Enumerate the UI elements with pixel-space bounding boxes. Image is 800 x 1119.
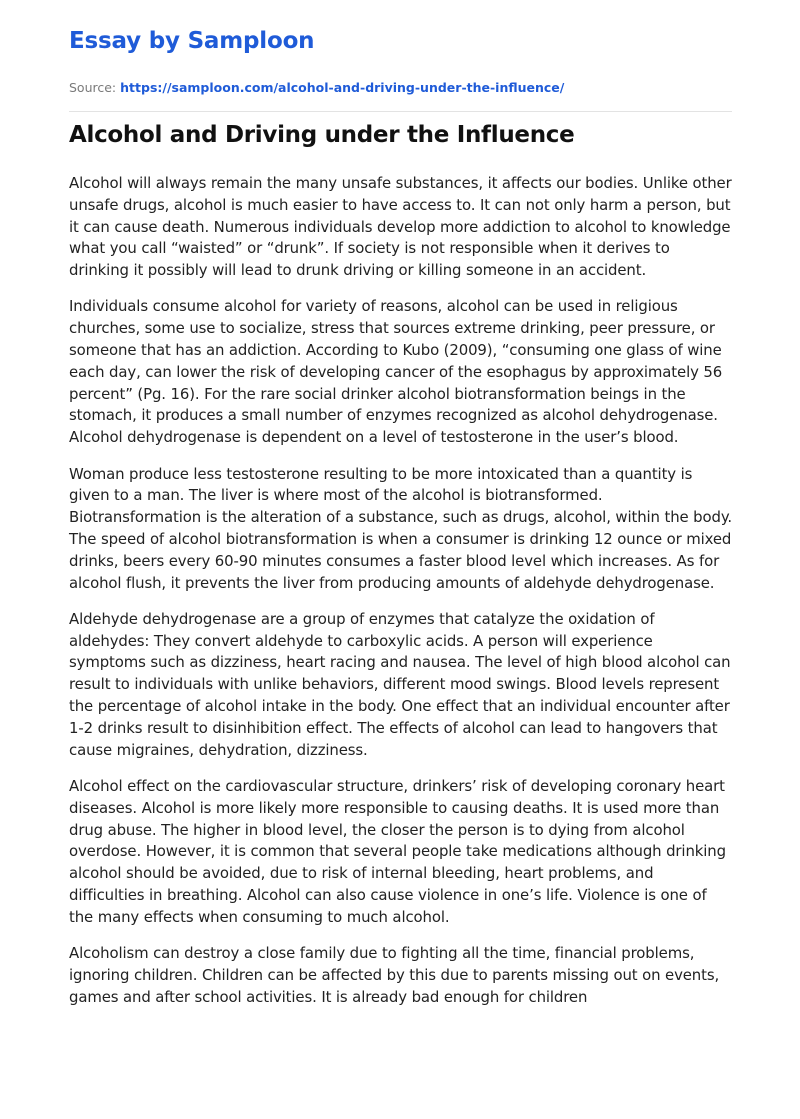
source-line (69, 80, 564, 95)
source-link[interactable]: https://samploon.com/alcohol-and-driving-under-the-influence/ (120, 80, 565, 95)
paragraph-5: Alcohol effect on the cardiovascular structure, drinkers’ risk of developing coronary heart diseases. Alcohol is more likely more responsible to causing deaths. It is used more than drug abuse. The higher in blood level, the closer the person is to dying from alcohol overdose. However, it is common that several people take medications although drinking alcohol should be avoided, due to risk of internal bleeding, heart problems, and difficulties in breathing. Alcohol can also cause violence in one’s life. Violence is one of the many effects when consuming to much alcohol. (69, 776, 726, 926)
paragraph-6: Alcoholism can destroy a close family due to fighting all the time, financial problems, ignoring children. Children can be affected by this due to parents missing out on events, games and after school activities. It is already bad enough for children (69, 944, 720, 1006)
paragraph-1: Alcohol will always remain the many unsafe substances, it affects our bodies. Unlike other unsafe drugs, alcohol is much easier to have access to. It can not only harm a person, but it can cause death. Numerous individuals develop more addiction to alcohol to knowledge what you call “waisted” or “drunk”. If society is not responsible when it derives to drinking it possibly will lead to drunk driving or killing someone in an accident. (69, 174, 732, 280)
paragraph-3: Woman produce less testosterone resulting to be more intoxicated than a quantity is given to a man. The liver is where most of the alcohol is biotransformed. Biotransformation is the alteration of a substance, such as drugs, alcohol, within the body. The speed of alcohol biotransformation is when a consumer is drinking 12 ounce or mixed drinks, beers every 60-90 minutes consumes a faster blood level which increases. As for alcohol flush, it prevents the liver from producing amounts of aldehyde dehydrogenase. (69, 464, 733, 592)
header-divider (69, 111, 732, 112)
article-body (69, 173, 733, 1023)
site-brand[interactable]: Essay by Samploon (69, 28, 315, 54)
article-title: Alcohol and Driving under the Influence (69, 122, 575, 148)
paragraph-2: Individuals consume alcohol for variety of reasons, alcohol can be used in religious churches, some use to socialize, stress that sources extreme drinking, peer pressure, or someone that has an addiction. According to Kubo (2009), “consuming one glass of wine each day, can lower the risk of developing cancer of the esophagus by approximately 56 percent” (Pg. 16). For the rare social drinker alcohol biotransformation beings in the stomach, it produces a small number of enzymes recognized as alcohol dehydrogenase. Alcohol dehydrogenase is dependent on a level of testosterone in the user’s blood. (69, 297, 723, 447)
source-label: Source: (69, 80, 117, 95)
paragraph-4: Aldehyde dehydrogenase are a group of enzymes that catalyze the oxidation of aldehydes: They convert aldehyde to carboxylic acids. A person will experience symptoms such as dizziness, heart racing and nausea. The level of high blood alcohol can result to individuals with unlike behaviors, different mood swings. Blood levels represent the percentage of alcohol intake in the body. One effect that an individual encounter after 1-2 drinks result to disinhibition effect. The effects of alcohol can lead to hangovers that cause migraines, dehydration, dizziness. (69, 609, 731, 759)
